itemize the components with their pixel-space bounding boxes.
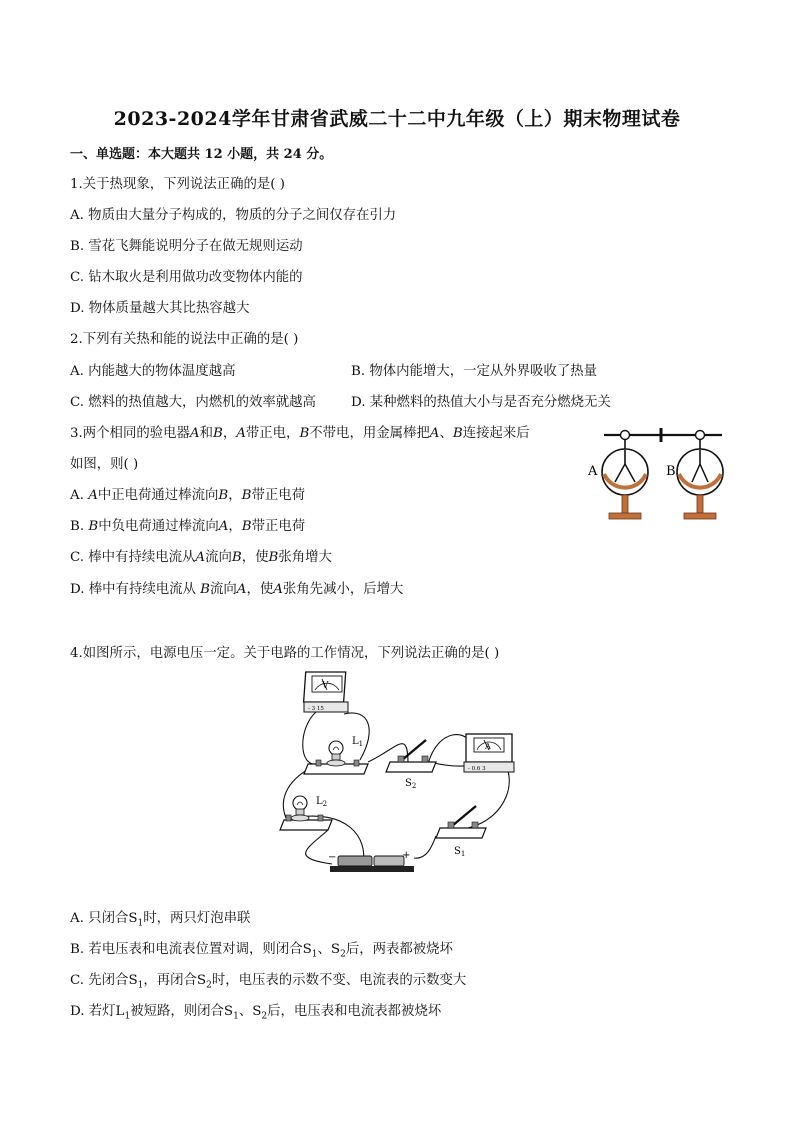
q3-stem-line2: 如图，则( ) <box>70 457 139 472</box>
q1-option-b: B. 雪花飞舞能说明分子在做无规则运动 <box>70 239 303 254</box>
q3-option-b: B. B中负电荷通过棒流向A，B带正电荷 <box>70 519 306 534</box>
q4-option-c: C. 先闭合$S_1$，再闭合$S_2$时，电压表的示数不变、电流表的示数变大 <box>70 973 467 991</box>
q2-option-d: D. 某种燃料的热值大小与是否充分燃烧无关 <box>351 395 611 410</box>
battery-plus: + <box>402 850 411 861</box>
q3-option-c: C. 棒中有持续电流从A流向B，使B张角增大 <box>70 550 332 565</box>
switch-s2-label: $S_2$ <box>405 778 417 790</box>
lamp-l2 <box>280 796 332 830</box>
q4-option-b: B. 若电压表和电流表位置对调，则闭合$S_1$、$S_2$后，两表都被烧坏 <box>70 942 453 960</box>
q1-option-d: D. 物体质量越大其比热容越大 <box>70 301 250 316</box>
q4-stem: 4.如图所示，电源电压一定。关于电路的工作情况，下列说法正确的是( ) <box>70 646 500 661</box>
q1-option-c: C. 钻木取火是利用做功改变物体内能的 <box>70 270 303 285</box>
battery <box>328 850 414 872</box>
q4-option-a: A. 只闭合$S_1$时，两只灯泡串联 <box>70 911 251 929</box>
ammeter-symbol: A <box>485 742 491 751</box>
battery-minus: − <box>328 852 337 863</box>
voltmeter-scale: - 3 15 <box>308 706 324 712</box>
voltmeter-symbol: V <box>322 681 329 691</box>
voltmeter <box>304 672 348 712</box>
electroscope-label-b: B <box>666 464 676 479</box>
electroscope-label-a: A <box>588 464 598 479</box>
q4-option-d: D. 若灯$L_1$被短路，则闭合$S_1$、$S_2$后，电压表和电流表都被烧坏 <box>70 1004 442 1022</box>
lamp-l1 <box>304 736 368 774</box>
electroscope-b <box>677 431 723 520</box>
q3-option-d: D. 棒中有持续电流从 B流向A，使A张角先减小，后增大 <box>70 582 404 597</box>
electroscope-figure <box>582 424 728 528</box>
switch-s1-label: $S_1$ <box>454 846 466 858</box>
q2-option-a: A. 内能越大的物体温度越高 <box>70 364 236 379</box>
q2-option-b: B. 物体内能增大，一定从外界吸收了热量 <box>351 364 597 379</box>
q2-stem: 2.下列有关热和能的说法中正确的是( ) <box>70 332 299 347</box>
section-heading: 一、单选题：本大题共 12 小题，共 24 分。 <box>70 147 333 162</box>
ammeter-scale: - 0.6 3 <box>468 766 486 772</box>
switch-s1 <box>436 806 486 858</box>
circuit-figure <box>268 668 530 878</box>
q2-option-c: C. 燃料的热值越大，内燃机的效率就越高 <box>70 395 316 410</box>
q3-option-a: A. A中正电荷通过棒流向B，B带正电荷 <box>70 488 306 503</box>
electroscope-a <box>602 431 648 520</box>
q1-option-a: A. 物质由大量分子构成的，物质的分子之间仅存在引力 <box>70 208 397 223</box>
ammeter <box>464 734 514 772</box>
page-title: 2023-2024学年甘肃省武威二十二中九年级（上）期末物理试卷 <box>113 108 681 130</box>
lamp-l1-label: $L_1$ <box>352 736 364 748</box>
lamp-l2-label: $L_2$ <box>316 796 328 808</box>
q3-stem: 3.两个相同的验电器A和B，A带正电，B不带电，用金属棒把A、B连接起来后 <box>70 426 530 441</box>
q1-stem: 1.关于热现象，下列说法正确的是( ) <box>70 177 285 192</box>
